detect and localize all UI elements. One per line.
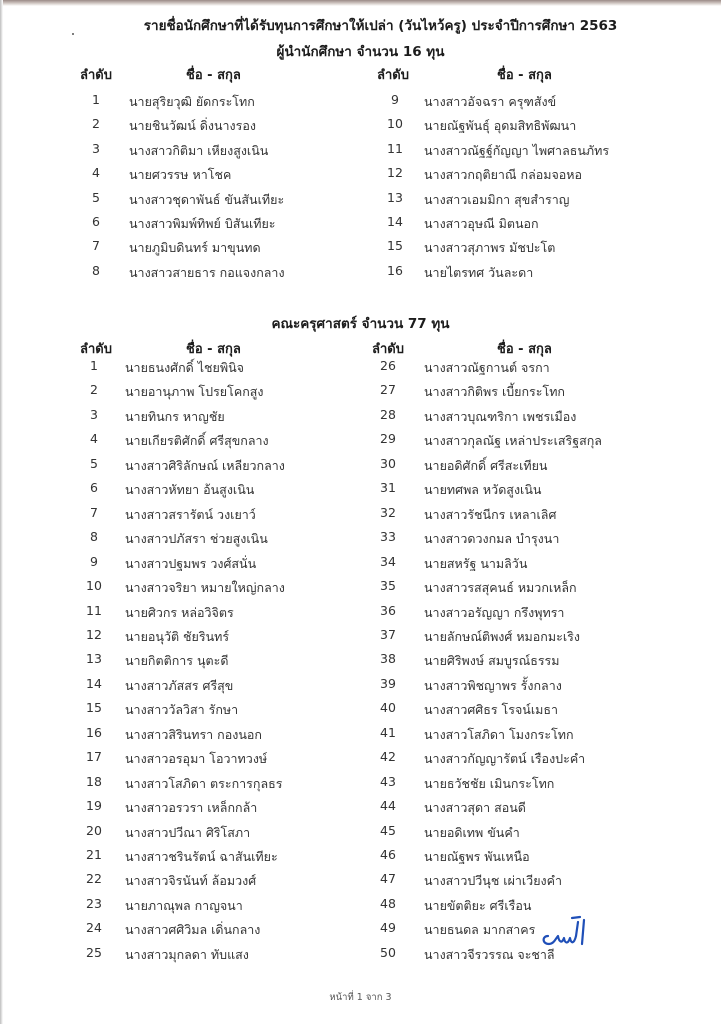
row-number: 17 (86, 749, 102, 765)
student-name: นางสาวณัฐกานต์ จรกา (424, 360, 550, 375)
student-name: นายศิวกร หล่อวิจิตร (125, 604, 234, 620)
student-name: นางสาวศศิวิมล เดิ่นกลาง (125, 922, 261, 938)
student-name: นางสาวสิรินทรา กองนอก (125, 726, 262, 742)
section2-heading: คณะครุศาสตร์ จำนวน 77 ทุน (271, 316, 450, 332)
row-number: 2 (90, 382, 98, 398)
row-number: 48 (380, 895, 396, 911)
row-number: 23 (86, 895, 102, 911)
row-number: 15 (387, 238, 403, 254)
row-number: 16 (86, 724, 102, 740)
section2-col-no-right: ลำดับ (372, 342, 404, 357)
student-name: นางสาววัลวิสา รักษา (125, 702, 239, 718)
row-number: 3 (90, 406, 98, 422)
row-number: 37 (380, 626, 396, 642)
student-name: นางสาวพิชญาพร รั้งกลาง (424, 677, 562, 693)
student-name: นายศวรรษ หาโชค (129, 167, 232, 183)
student-name: นางสาวศศิธร โรจน์เมธา (424, 702, 558, 718)
student-name: นางสาวจริยา หมายใหญ่กลาง (125, 580, 285, 596)
student-name: นายณัฐพันธุ์ อุดมสิทธิพัฒนา (424, 118, 577, 134)
section1-col-no-left: ลำดับ (80, 68, 112, 83)
section1-heading: ผู้นำนักศึกษา จำนวน 16 ทุน (276, 44, 445, 60)
row-number: 26 (380, 358, 396, 373)
row-number: 30 (380, 455, 396, 471)
row-number: 13 (387, 189, 403, 205)
student-name: นางสาวชรินรัตน์ ฉาสันเทียะ (125, 849, 278, 864)
student-name: นางสาวณัฐฐ์กัญญา ไพศาลธนภัทร (424, 142, 610, 158)
student-name: นางสาวอัจฉรา ครุฑสังข์ (424, 94, 557, 109)
student-name: นางสาวรสสุคนธ์ หมวกเหล็ก (424, 580, 577, 596)
student-name: นางสาวจีรวรรณ จะชาลี (424, 946, 555, 962)
student-name: นายสุริยวุฒิ ยัดกระโทก (129, 94, 255, 109)
row-number: 9 (391, 92, 399, 107)
page-footer: หน้าที่ 1 จาก 3 (329, 992, 392, 1003)
student-name: นางสาวหัทยา อ้นสูงเนิน (125, 482, 255, 498)
row-number: 38 (380, 651, 396, 667)
row-number: 14 (387, 214, 403, 229)
student-name: นางสาวมุกลดา ทับแสง (125, 946, 249, 962)
student-name: นางสาวปวีนุช เผ่าเวียงคำ (424, 873, 563, 889)
row-number: 3 (92, 140, 100, 156)
row-number: 12 (86, 626, 102, 642)
student-name: นางสาวกิติพร เบี้ยกระโทก (424, 384, 565, 400)
student-name: นายสหรัฐ นามลิวัน (424, 555, 528, 571)
row-number: 4 (92, 165, 100, 181)
student-name: นางสาวเอมมิกา สุขสำราญ (424, 191, 570, 207)
student-name: นางสาวสุดา สอนดี (424, 800, 526, 816)
student-name: นางสาวอรวรา เหล็กกล้า (125, 800, 258, 816)
row-number: 7 (90, 504, 98, 520)
student-name: นางสาวรัชนีกร เหลาเลิศ (424, 506, 557, 522)
scan-edge-left (0, 0, 3, 1024)
row-number: 41 (380, 724, 396, 740)
student-name: นางสาวบุณฑริกา เพชรเมือง (424, 408, 577, 424)
student-name: นางสาวศิริลักษณ์ เหลียวกลาง (125, 457, 285, 473)
row-number: 18 (86, 773, 102, 789)
student-name: นายอดิศักดิ์ ศรีสะเทียน (424, 457, 548, 473)
row-number: 11 (387, 140, 403, 156)
section1-col-name-right: ชื่อ - สกุล (497, 68, 552, 83)
row-number: 29 (380, 431, 396, 447)
row-number: 7 (92, 238, 100, 254)
row-number: 24 (86, 920, 102, 936)
student-name: นางสาวจิรนันท์ ล้อมวงศ์ (125, 873, 257, 889)
row-number: 15 (86, 700, 102, 716)
student-name: นางสาวกฤติยาณี กล่อมจอหอ (424, 167, 583, 183)
student-name: นางสาวชุดาพันธ์ ขันสันเทียะ (129, 191, 285, 207)
student-name: นางสาวสรารัตน์ วงเยาว์ (125, 506, 256, 522)
student-name: นางสาวปวีณา ศิริโสภา (125, 824, 251, 840)
document-title: รายชื่อนักศึกษาที่ได้รับทุนการศึกษาให้เปล่า (วันไหว้ครู) ประจำปีการศึกษา 2563 (143, 18, 618, 34)
student-name: นายธวัชชัย เมินกระโทก (424, 775, 555, 791)
row-number: 39 (380, 675, 396, 691)
student-name: นายทศพล หวัดสูงเนิน (424, 482, 542, 498)
student-name: นายธนงศักดิ์ ไชยพินิจ (125, 360, 244, 375)
row-number: 36 (380, 602, 396, 618)
student-name: นางสาวปภัสรา ช่วยสูงเนิน (125, 531, 268, 547)
student-name: นางสาวปฐมพร วงศ์สนั่น (125, 555, 257, 571)
row-number: 43 (380, 773, 396, 789)
student-name: นางสาวดวงกมล บำรุงนา (424, 531, 560, 547)
row-number: 11 (86, 602, 102, 618)
student-name: นายภาณุพล กาญจนา (125, 897, 243, 913)
scan-edge-top (0, 0, 721, 6)
row-number: 21 (86, 847, 102, 862)
student-name: นางสาวกัญญารัตน์ เรืองปะคำ (424, 751, 586, 767)
row-number: 5 (90, 455, 98, 471)
row-number: 45 (380, 822, 396, 838)
row-number: 44 (380, 798, 396, 814)
row-number: 4 (90, 431, 98, 447)
section1-col-no-right: ลำดับ (377, 68, 409, 83)
student-name: นางสาวโสภิดา ตระการกุลธร (125, 775, 283, 791)
student-name: นายอนุวัติ ชัยรินทร์ (125, 628, 230, 644)
student-name: นายกิตติการ นุตะดี (125, 653, 229, 669)
student-name: นางสาวอุษณี มิตนอก (424, 216, 539, 231)
row-number: 28 (380, 406, 396, 422)
student-name: นางสาวโสภิดา โมงกระโทก (424, 726, 574, 742)
student-name: นางสาวอรอุมา โอวาทวงษ์ (125, 751, 268, 767)
row-number: 2 (92, 116, 100, 132)
row-number: 9 (90, 553, 98, 569)
section2-col-name-right: ชื่อ - สกุล (497, 342, 552, 357)
student-name: นายอดิเทพ ขันคำ (424, 824, 520, 840)
student-name: นางสาวอรัญญา กรึงพุทรา (424, 604, 565, 620)
row-number: 32 (380, 504, 396, 520)
student-name: นายอานุภาพ โปรยโคกสูง (125, 384, 264, 400)
row-number: 1 (90, 358, 98, 373)
row-number: 14 (86, 675, 102, 691)
row-number: 31 (380, 480, 396, 496)
row-number: 27 (380, 382, 396, 398)
row-number: 50 (380, 944, 396, 960)
student-name: นายภูมิบดินทร์ มาขุนทด (129, 240, 261, 256)
section2-col-no-left: ลำดับ (80, 342, 112, 357)
student-name: นางสาวสุภาพร มัชปะโต (424, 240, 556, 256)
student-name: นางสาวกิติมา เหียงสูงเนิน (129, 142, 269, 158)
row-number: 16 (387, 262, 403, 278)
row-number: 10 (387, 116, 403, 132)
row-number: 33 (380, 529, 396, 545)
student-name: นายลักษณ์ติพงศ์ หมอกมะเริง (424, 628, 580, 644)
row-number: 42 (380, 749, 396, 765)
student-name: นางสาวกุลณัฐ เหล่าประเสริฐสกุล (424, 433, 602, 449)
student-name: นางสาวพิมพ์ทิพย์ บิสันเทียะ (129, 216, 276, 231)
row-number: 25 (86, 944, 102, 960)
student-name: นางสาวภัสสร ศรีสุข (125, 677, 234, 693)
student-name: นายทินกร หาญชัย (125, 408, 225, 424)
row-number: 22 (86, 871, 102, 887)
row-number: 34 (380, 553, 396, 569)
student-name: นายศิริพงษ์ สมบูรณ์ธรรม (424, 653, 560, 669)
signature-icon (540, 914, 600, 954)
student-name: นายเกียรติศักดิ์ ศรีสุขกลาง (125, 433, 269, 449)
row-number: 12 (387, 165, 403, 181)
row-number: 46 (380, 847, 396, 862)
row-number: 10 (86, 578, 102, 594)
student-name: นายชินวัฒน์ ดิ่งนางรอง (129, 118, 256, 134)
row-number: 8 (92, 262, 100, 278)
section1-col-name-left: ชื่อ - สกุล (186, 68, 241, 83)
row-number: 49 (380, 920, 396, 936)
row-number: 19 (86, 798, 102, 814)
row-number: 6 (92, 214, 100, 229)
student-name: นายไตรทศ วันละดา (424, 264, 534, 280)
row-number: 1 (92, 92, 100, 107)
student-name: นายธนดล มากสาคร (424, 922, 536, 938)
student-name: นายณัฐพร พันเหนือ (424, 849, 530, 864)
row-number: 47 (380, 871, 396, 887)
section2-col-name-left: ชื่อ - สกุล (186, 342, 241, 357)
row-number: 8 (90, 529, 98, 545)
row-number: 20 (86, 822, 102, 838)
row-number: 40 (380, 700, 396, 716)
student-name: นางสาวสายธาร กอแจงกลาง (129, 264, 285, 280)
row-number: 6 (90, 480, 98, 496)
row-number: 5 (92, 189, 100, 205)
row-number: 13 (86, 651, 102, 667)
student-name: นายขัตติยะ ศรีเรือน (424, 897, 532, 913)
row-number: 35 (380, 578, 396, 594)
